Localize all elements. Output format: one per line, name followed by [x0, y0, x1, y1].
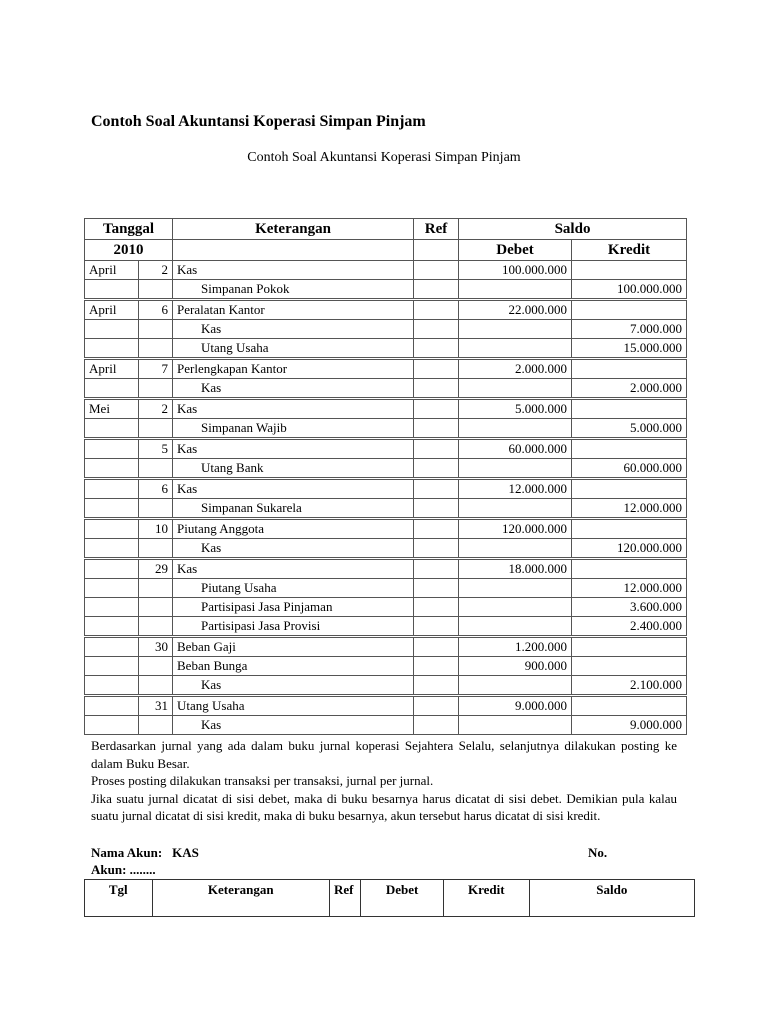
cell-debet: 60.000.000 [459, 439, 572, 459]
cell-kredit: 5.000.000 [572, 419, 687, 439]
cell-day [139, 320, 173, 339]
cell-kredit [572, 696, 687, 716]
cell-ref [414, 479, 459, 499]
cell-month [85, 637, 139, 657]
journal-header-row [85, 219, 687, 240]
cell-debet [459, 280, 572, 300]
table-row [85, 598, 687, 617]
ledger-header-debet: Debet [361, 880, 444, 917]
cell-day [139, 716, 173, 735]
cell-ref [414, 439, 459, 459]
cell-keterangan: Kas [173, 399, 414, 419]
header-blank [173, 240, 414, 261]
header-year: 2010 [85, 240, 173, 261]
cell-kredit: 12.000.000 [572, 579, 687, 598]
cell-month [85, 379, 139, 399]
cell-month [85, 519, 139, 539]
cell-day [139, 579, 173, 598]
cell-debet [459, 716, 572, 735]
cell-day: 6 [139, 300, 173, 320]
cell-day: 2 [139, 399, 173, 419]
cell-month [85, 339, 139, 359]
paragraph: Berdasarkan jurnal yang ada dalam buku jurnal koperasi Sejahtera Selalu, selanjutnya dilakukan posting ke dalam Buku Besar. [91, 738, 677, 771]
account-name [91, 845, 199, 861]
cell-keterangan: Perlengkapan Kantor [173, 359, 414, 379]
table-row [85, 479, 687, 499]
cell-kredit: 2.100.000 [572, 676, 687, 696]
cell-kredit: 15.000.000 [572, 339, 687, 359]
ledger-header-row [85, 880, 695, 917]
cell-ref [414, 339, 459, 359]
cell-month [85, 617, 139, 637]
cell-kredit [572, 519, 687, 539]
cell-month: April [85, 359, 139, 379]
cell-kredit: 12.000.000 [572, 499, 687, 519]
account-name-value: KAS [172, 845, 199, 860]
cell-kredit [572, 657, 687, 676]
cell-month [85, 579, 139, 598]
cell-day: 31 [139, 696, 173, 716]
cell-kredit: 2.400.000 [572, 617, 687, 637]
cell-debet: 12.000.000 [459, 479, 572, 499]
cell-debet [459, 459, 572, 479]
cell-keterangan: Kas [173, 479, 414, 499]
cell-ref [414, 696, 459, 716]
cell-keterangan: Simpanan Sukarela [173, 499, 414, 519]
cell-day: 5 [139, 439, 173, 459]
cell-kredit: 3.600.000 [572, 598, 687, 617]
journal-table [84, 218, 687, 735]
cell-day [139, 459, 173, 479]
cell-day [139, 379, 173, 399]
account-name-label: Nama Akun: [91, 845, 163, 860]
cell-keterangan: Utang Usaha [173, 696, 414, 716]
cell-day: 10 [139, 519, 173, 539]
cell-ref [414, 300, 459, 320]
cell-keterangan: Peralatan Kantor [173, 300, 414, 320]
cell-ref [414, 499, 459, 519]
cell-kredit: 9.000.000 [572, 716, 687, 735]
cell-debet [459, 419, 572, 439]
cell-debet: 900.000 [459, 657, 572, 676]
ledger-header-tgl: Tgl [85, 880, 153, 917]
cell-debet [459, 379, 572, 399]
table-row [85, 519, 687, 539]
cell-kredit [572, 399, 687, 419]
cell-kredit: 120.000.000 [572, 539, 687, 559]
cell-day [139, 598, 173, 617]
cell-day [139, 339, 173, 359]
cell-day [139, 280, 173, 300]
cell-ref [414, 320, 459, 339]
header-tanggal: Tanggal [85, 219, 173, 240]
cell-kredit: 7.000.000 [572, 320, 687, 339]
journal-body [85, 261, 687, 735]
cell-month: April [85, 261, 139, 280]
cell-debet: 18.000.000 [459, 559, 572, 579]
cell-keterangan: Partisipasi Jasa Provisi [173, 617, 414, 637]
cell-keterangan: Partisipasi Jasa Pinjaman [173, 598, 414, 617]
cell-keterangan: Kas [173, 716, 414, 735]
cell-debet: 2.000.000 [459, 359, 572, 379]
cell-keterangan: Piutang Usaha [173, 579, 414, 598]
cell-day: 7 [139, 359, 173, 379]
table-row [85, 499, 687, 519]
table-row [85, 359, 687, 379]
table-row [85, 637, 687, 657]
cell-keterangan: Kas [173, 559, 414, 579]
cell-debet: 22.000.000 [459, 300, 572, 320]
cell-debet [459, 499, 572, 519]
header-ref: Ref [414, 219, 459, 240]
table-row [85, 657, 687, 676]
document-title: Contoh Soal Akuntansi Koperasi Simpan Pinjam [91, 113, 426, 130]
cell-month [85, 598, 139, 617]
cell-keterangan: Simpanan Pokok [173, 280, 414, 300]
cell-kredit [572, 359, 687, 379]
cell-kredit [572, 300, 687, 320]
table-row [85, 261, 687, 280]
cell-keterangan: Beban Gaji [173, 637, 414, 657]
table-row [85, 459, 687, 479]
cell-debet [459, 676, 572, 696]
cell-debet: 9.000.000 [459, 696, 572, 716]
cell-ref [414, 379, 459, 399]
cell-debet [459, 339, 572, 359]
cell-day: 6 [139, 479, 173, 499]
cell-kredit [572, 559, 687, 579]
cell-day: 30 [139, 637, 173, 657]
cell-ref [414, 261, 459, 280]
cell-month [85, 539, 139, 559]
header-keterangan: Keterangan [173, 219, 414, 240]
cell-debet: 5.000.000 [459, 399, 572, 419]
cell-ref [414, 280, 459, 300]
table-row [85, 320, 687, 339]
ledger-header-ref: Ref [330, 880, 361, 917]
cell-ref [414, 519, 459, 539]
cell-ref [414, 579, 459, 598]
cell-ref [414, 657, 459, 676]
cell-ref [414, 637, 459, 657]
cell-keterangan: Simpanan Wajib [173, 419, 414, 439]
cell-day [139, 499, 173, 519]
cell-debet [459, 579, 572, 598]
cell-keterangan: Kas [173, 261, 414, 280]
cell-debet: 1.200.000 [459, 637, 572, 657]
document-subtitle: Contoh Soal Akuntansi Koperasi Simpan Pinjam [247, 150, 521, 165]
cell-month [85, 439, 139, 459]
cell-day: 29 [139, 559, 173, 579]
table-row [85, 676, 687, 696]
table-row [85, 539, 687, 559]
cell-day [139, 657, 173, 676]
ledger-header-keterangan: Keterangan [152, 880, 329, 917]
header-blank [414, 240, 459, 261]
paragraph: Jika suatu jurnal dicatat di sisi debet, maka di buku besarnya harus dicatat di sisi debet. Demikian pula kalau suatu jurnal dicatat di sisi kredit, maka di buku besarnya, akun tersebut harus dicatat di sisi kredit. [91, 790, 677, 823]
journal-subheader-row [85, 240, 687, 261]
cell-keterangan: Kas [173, 379, 414, 399]
cell-month [85, 716, 139, 735]
cell-ref [414, 359, 459, 379]
cell-ref [414, 539, 459, 559]
cell-debet: 120.000.000 [459, 519, 572, 539]
table-row [85, 439, 687, 459]
cell-keterangan: Utang Usaha [173, 339, 414, 359]
cell-keterangan: Beban Bunga [173, 657, 414, 676]
cell-month: Mei [85, 399, 139, 419]
cell-month [85, 676, 139, 696]
cell-day: 2 [139, 261, 173, 280]
cell-month [85, 280, 139, 300]
cell-month [85, 499, 139, 519]
cell-keterangan: Kas [173, 439, 414, 459]
table-row [85, 339, 687, 359]
ledger-header-kredit: Kredit [443, 880, 529, 917]
table-row [85, 379, 687, 399]
cell-kredit: 100.000.000 [572, 280, 687, 300]
cell-kredit: 2.000.000 [572, 379, 687, 399]
cell-debet [459, 617, 572, 637]
table-row [85, 300, 687, 320]
table-row [85, 559, 687, 579]
table-row [85, 696, 687, 716]
cell-keterangan: Kas [173, 539, 414, 559]
cell-keterangan: Kas [173, 676, 414, 696]
cell-month [85, 320, 139, 339]
cell-keterangan: Piutang Anggota [173, 519, 414, 539]
cell-day [139, 617, 173, 637]
cell-month [85, 419, 139, 439]
header-saldo: Saldo [459, 219, 687, 240]
cell-ref [414, 559, 459, 579]
cell-kredit [572, 439, 687, 459]
header-kredit: Kredit [572, 240, 687, 261]
ledger-header-saldo: Saldo [529, 880, 694, 917]
cell-ref [414, 419, 459, 439]
cell-kredit [572, 637, 687, 657]
cell-keterangan: Utang Bank [173, 459, 414, 479]
cell-ref [414, 459, 459, 479]
table-row [85, 280, 687, 300]
table-row [85, 419, 687, 439]
table-row [85, 579, 687, 598]
cell-ref [414, 617, 459, 637]
table-row [85, 399, 687, 419]
cell-month [85, 459, 139, 479]
cell-month [85, 696, 139, 716]
cell-month: April [85, 300, 139, 320]
cell-day [139, 539, 173, 559]
cell-day [139, 676, 173, 696]
paragraph: Proses posting dilakukan transaksi per transaksi, jurnal per jurnal. [91, 773, 434, 788]
cell-month [85, 479, 139, 499]
account-number-label: No. [588, 845, 608, 860]
account-line: Akun: ........ [91, 862, 156, 877]
cell-debet [459, 539, 572, 559]
cell-debet: 100.000.000 [459, 261, 572, 280]
cell-day [139, 419, 173, 439]
table-row [85, 716, 687, 735]
table-row [85, 617, 687, 637]
cell-kredit: 60.000.000 [572, 459, 687, 479]
cell-keterangan: Kas [173, 320, 414, 339]
cell-month [85, 657, 139, 676]
cell-kredit [572, 261, 687, 280]
cell-ref [414, 598, 459, 617]
cell-debet [459, 598, 572, 617]
cell-kredit [572, 479, 687, 499]
cell-ref [414, 716, 459, 735]
explanation-text [91, 737, 677, 825]
cell-debet [459, 320, 572, 339]
ledger-table [84, 879, 695, 917]
cell-ref [414, 676, 459, 696]
cell-month [85, 559, 139, 579]
cell-ref [414, 399, 459, 419]
header-debet: Debet [459, 240, 572, 261]
